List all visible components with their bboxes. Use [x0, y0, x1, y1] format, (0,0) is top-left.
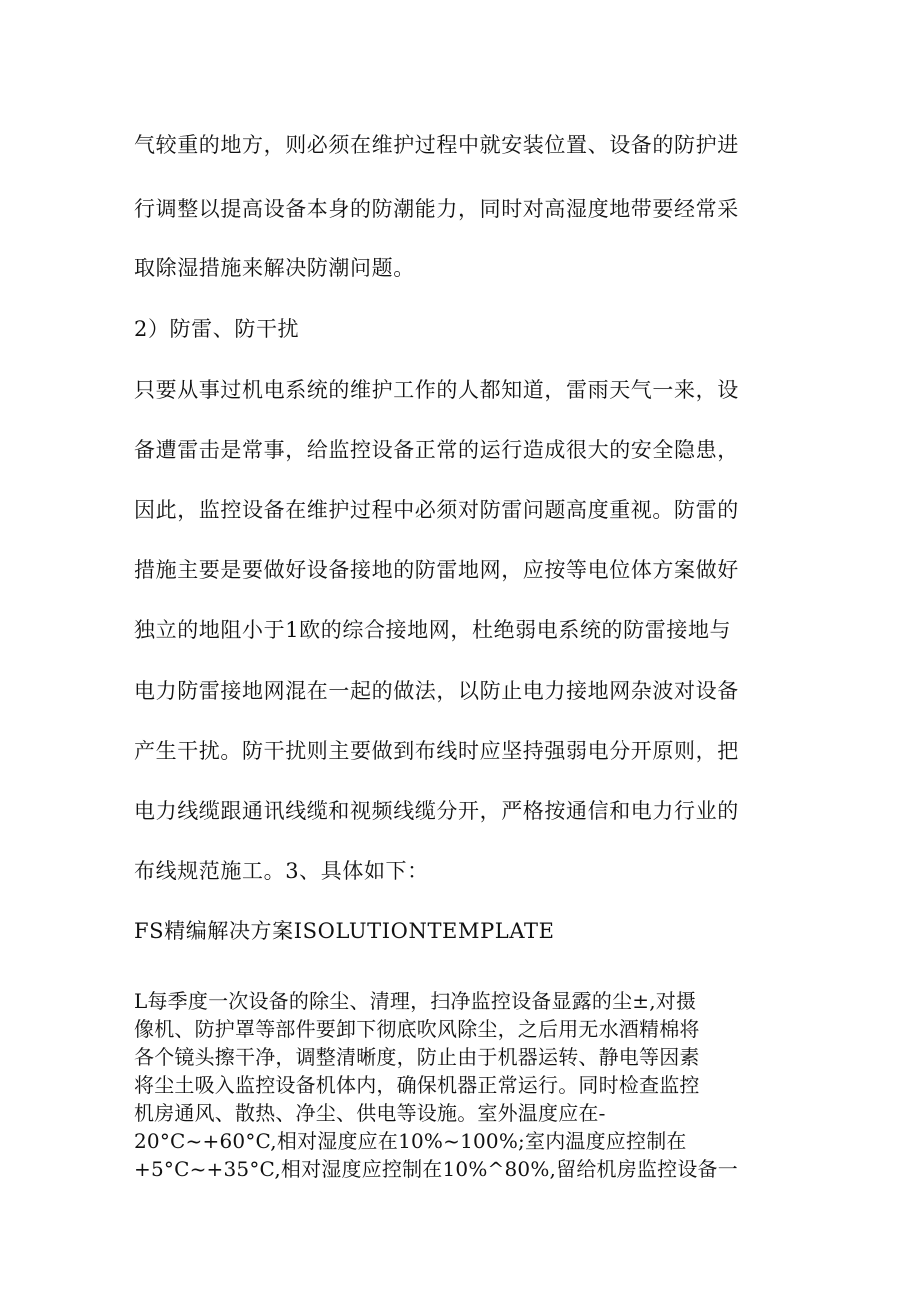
- paragraph-line-9: 电力防雷接地网混在一起的做法，以防止电力接地网杂波对设备: [134, 679, 739, 703]
- maintenance-line-6: 20°C~+60°C,相对湿度应在10%~100%;室内温度应控制在: [134, 1129, 687, 1153]
- section-heading-lightning: 2）防雷、防干扰: [134, 317, 300, 341]
- paragraph-line-3: 取除湿措施来解决防潮问题。: [134, 256, 415, 280]
- maintenance-line-5: 机房通风、散热、净尘、供电等设施。室外温度应在-: [134, 1101, 606, 1125]
- paragraph-line-12: 布线规范施工。3、具体如下：: [134, 859, 429, 883]
- maintenance-line-3: 各个镜头擦干净，调整清晰度，防止由于机器运转、静电等因素: [134, 1045, 700, 1069]
- paragraph-line-2: 行调整以提高设备本身的防潮能力，同时对高湿度地带要经常采: [134, 197, 739, 221]
- paragraph-line-1: 气较重的地方，则必须在维护过程中就安装位置、设备的防护进: [134, 133, 739, 157]
- paragraph-line-6: 因此，监控设备在维护过程中必须对防雷问题高度重视。防雷的: [134, 498, 739, 522]
- maintenance-line-2: 像机、防护罩等部件要卸下彻底吹风除尘，之后用无水酒精棉将: [134, 1017, 700, 1041]
- paragraph-line-8: 独立的地阻小于1欧的综合接地网，杜绝弱电系统的防雷接地与: [134, 618, 732, 642]
- paragraph-line-7: 措施主要是要做好设备接地的防雷地网，应按等电位体方案做好: [134, 558, 739, 582]
- paragraph-line-5: 备遭雷击是常事，给监控设备正常的运行造成很大的安全隐患，: [134, 438, 739, 462]
- maintenance-line-7: +5°C~+35°C,相对湿度应控制在10%^80%,留给机房监控设备一: [134, 1157, 738, 1181]
- template-header: FS精编解决方案ISOLUTIONTEMPLATE: [134, 919, 555, 943]
- paragraph-line-11: 电力线缆跟通讯线缆和视频线缆分开，严格按通信和电力行业的: [134, 799, 739, 823]
- maintenance-line-1: L每季度一次设备的除尘、清理，扫净监控设备显露的尘±,对摄: [134, 989, 697, 1013]
- maintenance-line-4: 将尘土吸入监控设备机体内，确保机器正常运行。同时检查监控: [134, 1073, 700, 1097]
- paragraph-line-10: 产生干扰。防干扰则主要做到布线时应坚持强弱电分开原则，把: [134, 739, 739, 763]
- paragraph-line-4: 只要从事过机电系统的维护工作的人都知道，雷雨天气一来，设: [134, 378, 739, 402]
